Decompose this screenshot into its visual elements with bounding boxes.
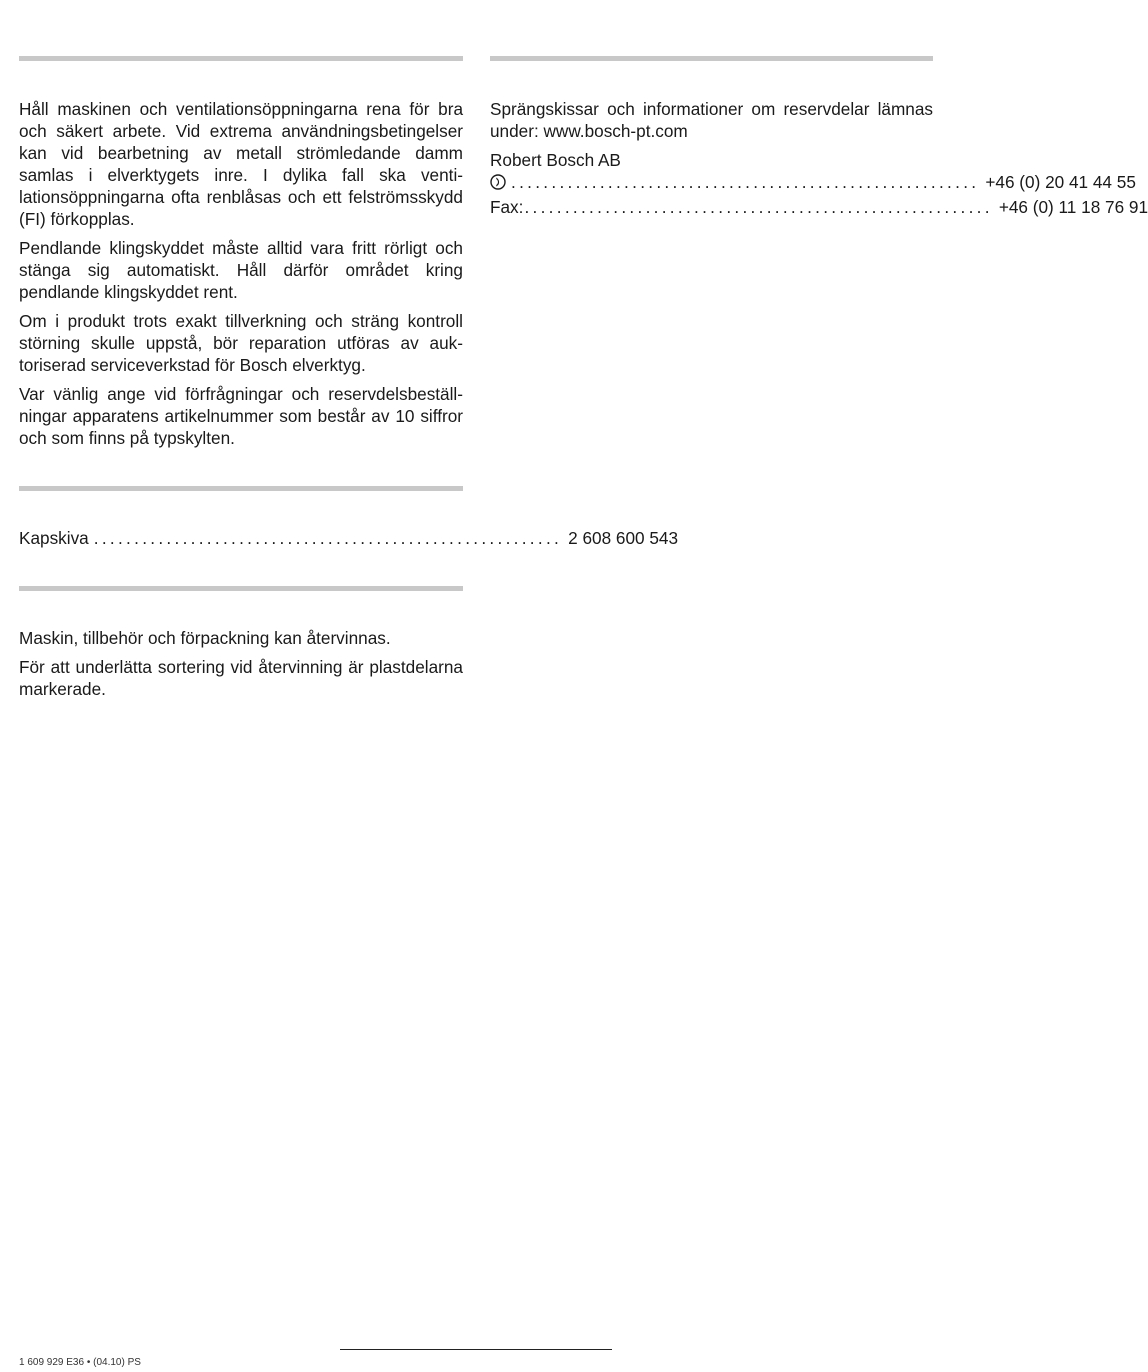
maintenance-paragraph: Pendlande klingskyddet måste alltid vara fritt rörligt och stänga sig automatiskt. Håll därför området kring pendlande klingskyddet rent. [19, 238, 463, 302]
maintenance-paragraph: Håll maskinen och ventilationsöppningarna rena för bra och säkert arbete. Vid extrema användningsbetingelser kan vid bearbetning av metall strömledande damm samlas i elverktygets inre. I dylika fall ska ventilationsöppningarna ofta renblåsas och ett felströmsskydd (FI) förkopplas. [19, 99, 463, 229]
service-section [490, 98, 1148, 218]
dot-leader: .......................................................... [93, 528, 563, 548]
phone-number: +46 (0) 20 41 44 55 [985, 172, 1136, 192]
maintenance-paragraph: Var vänlig ange vid förfrågningar och reservdelsbeställningar apparatens artikelnummer som består av 10 siffror och som finns på typskylten. [19, 384, 463, 448]
dot-leader: .......................................................... [524, 197, 993, 217]
phone-row [490, 171, 1136, 193]
disposal-paragraph: För att underlätta sortering vid återvinning är plastdelarna markerade. [19, 657, 463, 699]
dot-leader: .......................................................... [511, 172, 980, 192]
section-rule-maintenance [19, 56, 463, 61]
disposal-section [19, 627, 463, 700]
section-rule-accessories [19, 486, 463, 491]
fax-label: Fax: [490, 197, 524, 217]
accessory-part-number: 2 608 600 543 [568, 528, 679, 548]
fax-row [490, 196, 1148, 218]
company-name: Robert Bosch AB [490, 150, 621, 170]
accessories-section [19, 527, 679, 549]
section-rule-disposal [19, 586, 463, 591]
service-intro: Sprängskissar och informationer om reservdelar lämnas under: www.bosch-pt.com [490, 99, 933, 141]
maintenance-section [19, 98, 463, 449]
footer-rule [340, 1349, 612, 1350]
section-rule-service [490, 56, 933, 61]
accessory-row [19, 527, 679, 549]
fax-number: +46 (0) 11 18 76 91 [998, 197, 1148, 217]
maintenance-paragraph: Om i produkt trots exakt tillverkning och sträng kontroll störning skulle uppstå, bör reparation utföras av auktoriserad serviceverkstad för Bosch elverktyg. [19, 311, 463, 375]
document-code: 1 609 929 E36 • (04.10) PS [19, 1357, 141, 1368]
phone-icon [490, 171, 506, 193]
disposal-paragraph: Maskin, tillbehör och förpackning kan återvinnas. [19, 628, 391, 648]
accessory-label: Kapskiva [19, 528, 89, 548]
